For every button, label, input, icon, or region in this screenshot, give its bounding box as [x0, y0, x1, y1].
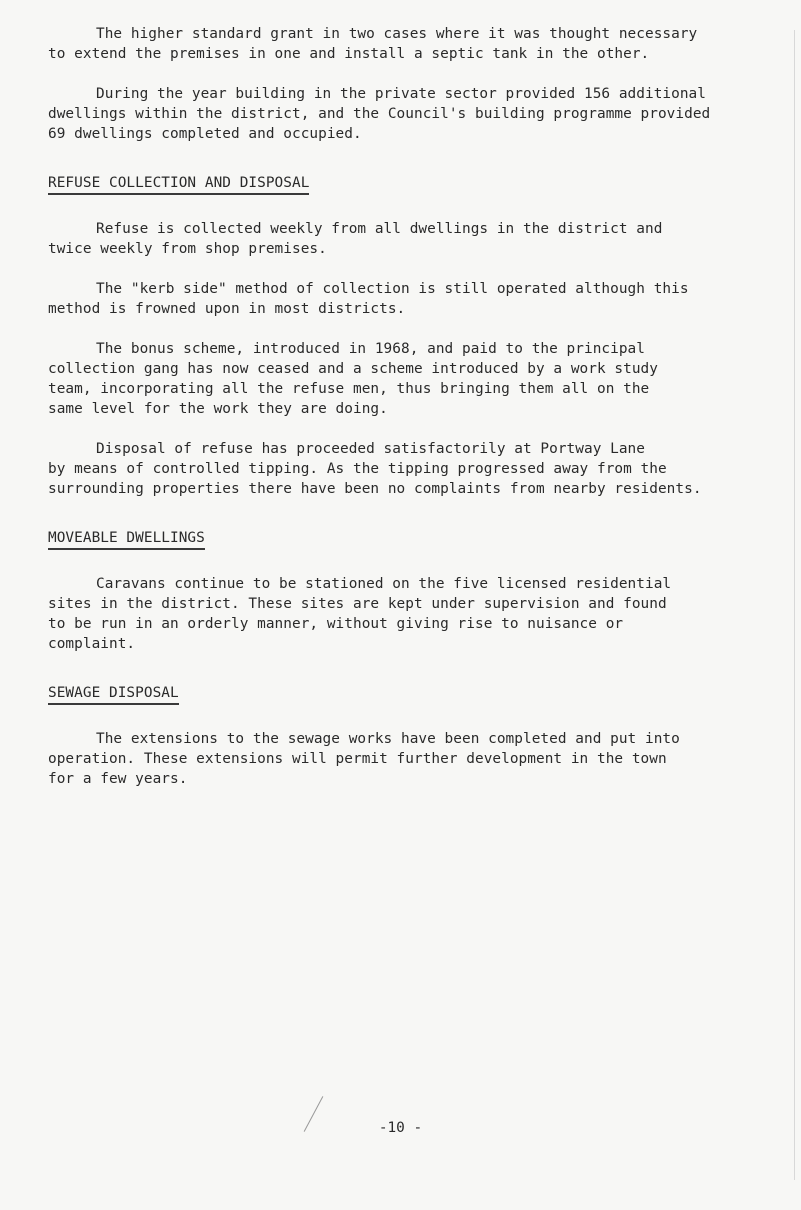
paragraph-caravans: Caravans continue to be stationed on the five licensed residential sites in the district. These sites are kept under supervision and found to be run in an orderly manner, without giving rise to nuisance or complaint.	[48, 576, 672, 652]
section-sewage	[48, 682, 763, 705]
paragraph-kerb-side: The "kerb side" method of collection is still operated although this method is frowned upon in most districts.	[48, 281, 689, 317]
section-moveable	[48, 527, 763, 550]
page-edge-line	[794, 30, 795, 1180]
paragraph-grant: The higher standard grant in two cases where it was thought necessary to extend the premises in one and install a septic tank in the other.	[48, 26, 698, 62]
paragraph-sewage: The extensions to the sewage works have been completed and put into operation. These extensions will permit further development in the town for a few years.	[48, 731, 680, 787]
paragraph-refuse-disposal: Disposal of refuse has proceeded satisfactorily at Portway Lane by means of controlled tipping. As the tipping progressed away from the surrounding properties there have been no complaints from nearby residents.	[48, 441, 702, 497]
section-refuse	[48, 172, 763, 195]
paragraph-building: During the year building in the private sector provided 156 additional dwellings within the district, and the Council's building programme provided 69 dwellings completed and occupied.	[48, 86, 711, 142]
document-body	[48, 24, 763, 789]
paragraph-refuse-weekly: Refuse is collected weekly from all dwellings in the district and twice weekly from shop premises.	[48, 221, 663, 257]
page-number: -10 -	[378, 1120, 423, 1136]
heading-refuse-collection: REFUSE COLLECTION AND DISPOSAL	[48, 173, 309, 195]
paragraph-bonus-scheme: The bonus scheme, introduced in 1968, and paid to the principal collection gang has now ceased and a scheme introduced by a work study team, incorporating all the refuse men, thus bringing them all on the same level for the work they are doing.	[48, 341, 658, 417]
heading-sewage-disposal: SEWAGE DISPOSAL	[48, 683, 179, 705]
heading-moveable-dwellings: MOVEABLE DWELLINGS	[48, 528, 205, 550]
